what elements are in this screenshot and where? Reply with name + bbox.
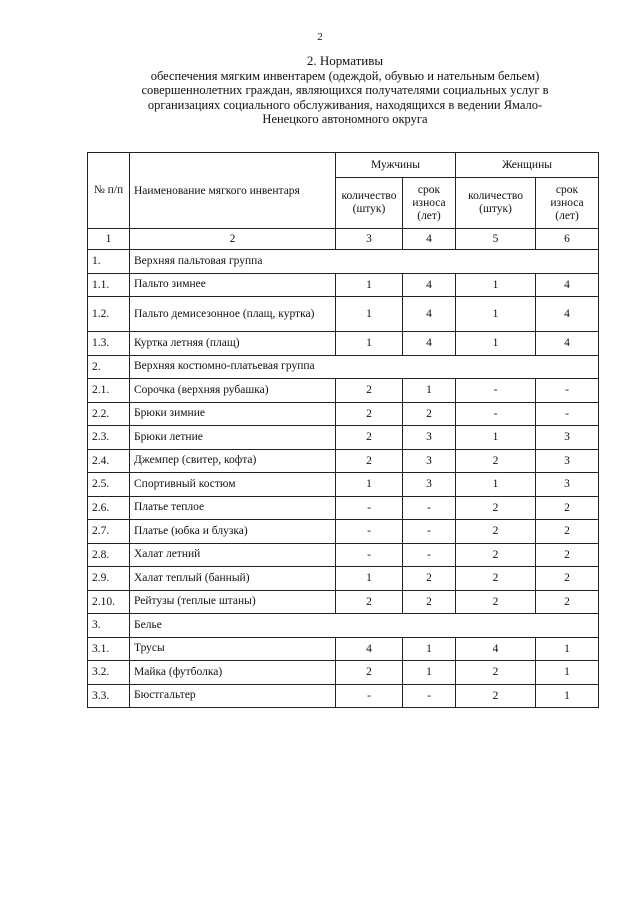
column-number: 2 <box>130 229 336 250</box>
title-line: совершеннолетних граждан, являющихся получателями социальных услуг в <box>141 83 549 97</box>
men-quantity: - <box>336 684 403 708</box>
section-row <box>88 614 599 638</box>
column-number: 5 <box>456 229 536 250</box>
women-wear-period: - <box>536 379 599 403</box>
men-quantity: 1 <box>336 297 403 332</box>
women-quantity: 2 <box>456 543 536 567</box>
men-quantity: 1 <box>336 567 403 591</box>
men-quantity: 2 <box>336 449 403 473</box>
women-wear-period: 2 <box>536 520 599 544</box>
row-number: 2.1. <box>88 379 130 403</box>
men-wear-period: 2 <box>403 402 456 426</box>
women-quantity: 2 <box>456 590 536 614</box>
row-number: 3.3. <box>88 684 130 708</box>
item-name: Рейтузы (теплые штаны) <box>130 590 336 614</box>
header-men-quantity: количество (штук) <box>336 178 403 229</box>
women-wear-period: 3 <box>536 426 599 450</box>
page-number: 2 <box>317 31 323 43</box>
row-number: 2.5. <box>88 473 130 497</box>
row-number: 2. <box>88 355 130 379</box>
item-name: Бюстгальтер <box>130 684 336 708</box>
item-name: Пальто демисезонное (плащ, куртка) <box>130 297 336 332</box>
women-quantity: 1 <box>456 273 536 297</box>
table-row <box>88 332 599 356</box>
item-name: Платье (юбка и блузка) <box>130 520 336 544</box>
table-row <box>88 273 599 297</box>
men-wear-period: 4 <box>403 297 456 332</box>
women-quantity: 2 <box>456 661 536 685</box>
table-row <box>88 590 599 614</box>
header-men-wear-period: срок износа (лет) <box>403 178 456 229</box>
table-row <box>88 496 599 520</box>
document-title <box>90 54 600 127</box>
item-name: Джемпер (свитер, кофта) <box>130 449 336 473</box>
table-row <box>88 297 599 332</box>
table-body <box>88 250 599 708</box>
men-wear-period: 2 <box>403 590 456 614</box>
men-wear-period: 1 <box>403 379 456 403</box>
men-wear-period: 4 <box>403 332 456 356</box>
row-number: 1.1. <box>88 273 130 297</box>
women-wear-period: 1 <box>536 637 599 661</box>
column-number: 6 <box>536 229 599 250</box>
section-title: Белье <box>130 614 599 638</box>
row-number: 3. <box>88 614 130 638</box>
women-wear-period: 2 <box>536 590 599 614</box>
item-name: Сорочка (верхняя рубашка) <box>130 379 336 403</box>
column-number: 4 <box>403 229 456 250</box>
women-quantity: 2 <box>456 567 536 591</box>
men-quantity: 2 <box>336 426 403 450</box>
men-wear-period: - <box>403 496 456 520</box>
men-quantity: 4 <box>336 637 403 661</box>
item-name: Халат теплый (банный) <box>130 567 336 591</box>
men-wear-period: - <box>403 684 456 708</box>
women-wear-period: - <box>536 402 599 426</box>
row-number: 2.2. <box>88 402 130 426</box>
men-quantity: - <box>336 496 403 520</box>
women-quantity: 2 <box>456 684 536 708</box>
women-quantity: 1 <box>456 473 536 497</box>
column-numbering-row <box>88 229 599 250</box>
table-row <box>88 426 599 450</box>
women-wear-period: 4 <box>536 297 599 332</box>
section-row <box>88 355 599 379</box>
men-wear-period: - <box>403 520 456 544</box>
men-wear-period: 2 <box>403 567 456 591</box>
table-row <box>88 520 599 544</box>
header-women-quantity: количество (штук) <box>456 178 536 229</box>
item-name: Брюки летние <box>130 426 336 450</box>
table-row <box>88 567 599 591</box>
row-number: 2.7. <box>88 520 130 544</box>
item-name: Платье теплое <box>130 496 336 520</box>
table-row <box>88 449 599 473</box>
norms-table <box>87 152 599 708</box>
table-row <box>88 473 599 497</box>
header-number: № п/п <box>88 153 130 229</box>
men-wear-period: 1 <box>403 661 456 685</box>
men-quantity: 1 <box>336 332 403 356</box>
row-number: 1. <box>88 250 130 274</box>
men-quantity: 2 <box>336 402 403 426</box>
row-number: 1.2. <box>88 297 130 332</box>
men-wear-period: 3 <box>403 449 456 473</box>
men-quantity: - <box>336 520 403 544</box>
column-number: 3 <box>336 229 403 250</box>
men-quantity: 2 <box>336 661 403 685</box>
table-row <box>88 402 599 426</box>
section-title: Верхняя пальтовая группа <box>130 250 599 274</box>
header-men: Мужчины <box>336 153 456 178</box>
row-number: 2.8. <box>88 543 130 567</box>
men-wear-period: - <box>403 543 456 567</box>
section-title: Верхняя костюмно-платьевая группа <box>130 355 599 379</box>
women-quantity: - <box>456 379 536 403</box>
women-quantity: 1 <box>456 426 536 450</box>
header-women: Женщины <box>456 153 599 178</box>
item-name: Халат летний <box>130 543 336 567</box>
women-quantity: 2 <box>456 449 536 473</box>
title-line: организациях социального обслуживания, находящихся в ведении Ямало- <box>147 97 543 112</box>
item-name: Спортивный костюм <box>130 473 336 497</box>
women-wear-period: 2 <box>536 543 599 567</box>
women-wear-period: 2 <box>536 496 599 520</box>
table-row <box>88 661 599 685</box>
table-row <box>88 637 599 661</box>
table-row <box>88 684 599 708</box>
women-wear-period: 3 <box>536 449 599 473</box>
column-number: 1 <box>88 229 130 250</box>
row-number: 2.6. <box>88 496 130 520</box>
item-name: Брюки зимние <box>130 402 336 426</box>
women-quantity: 1 <box>456 332 536 356</box>
men-wear-period: 3 <box>403 426 456 450</box>
section-row <box>88 250 599 274</box>
item-name: Куртка летняя (плащ) <box>130 332 336 356</box>
item-name: Майка (футболка) <box>130 661 336 685</box>
women-quantity: 2 <box>456 496 536 520</box>
women-wear-period: 1 <box>536 684 599 708</box>
women-wear-period: 4 <box>536 273 599 297</box>
men-quantity: 1 <box>336 473 403 497</box>
header-item-name: Наименование мягкого инвентаря <box>130 153 336 229</box>
title-line: обеспечения мягким инвентарем (одеждой, обувью и нательным бельем) <box>150 68 540 83</box>
table-row <box>88 379 599 403</box>
men-wear-period: 4 <box>403 273 456 297</box>
row-number: 1.3. <box>88 332 130 356</box>
women-quantity: 4 <box>456 637 536 661</box>
women-quantity: - <box>456 402 536 426</box>
title-line: Ненецкого автономного округа <box>262 112 428 126</box>
men-wear-period: 1 <box>403 637 456 661</box>
men-quantity: 2 <box>336 590 403 614</box>
item-name: Трусы <box>130 637 336 661</box>
women-wear-period: 2 <box>536 567 599 591</box>
women-quantity: 1 <box>456 297 536 332</box>
title-heading: 2. Нормативы <box>306 53 384 68</box>
women-wear-period: 4 <box>536 332 599 356</box>
row-number: 2.10. <box>88 590 130 614</box>
men-quantity: 1 <box>336 273 403 297</box>
men-wear-period: 3 <box>403 473 456 497</box>
row-number: 2.9. <box>88 567 130 591</box>
women-wear-period: 1 <box>536 661 599 685</box>
row-number: 3.1. <box>88 637 130 661</box>
row-number: 2.3. <box>88 426 130 450</box>
item-name: Пальто зимнее <box>130 273 336 297</box>
women-wear-period: 3 <box>536 473 599 497</box>
women-quantity: 2 <box>456 520 536 544</box>
header-women-wear-period: срок износа (лет) <box>536 178 599 229</box>
men-quantity: 2 <box>336 379 403 403</box>
men-quantity: - <box>336 543 403 567</box>
table-row <box>88 543 599 567</box>
row-number: 2.4. <box>88 449 130 473</box>
row-number: 3.2. <box>88 661 130 685</box>
